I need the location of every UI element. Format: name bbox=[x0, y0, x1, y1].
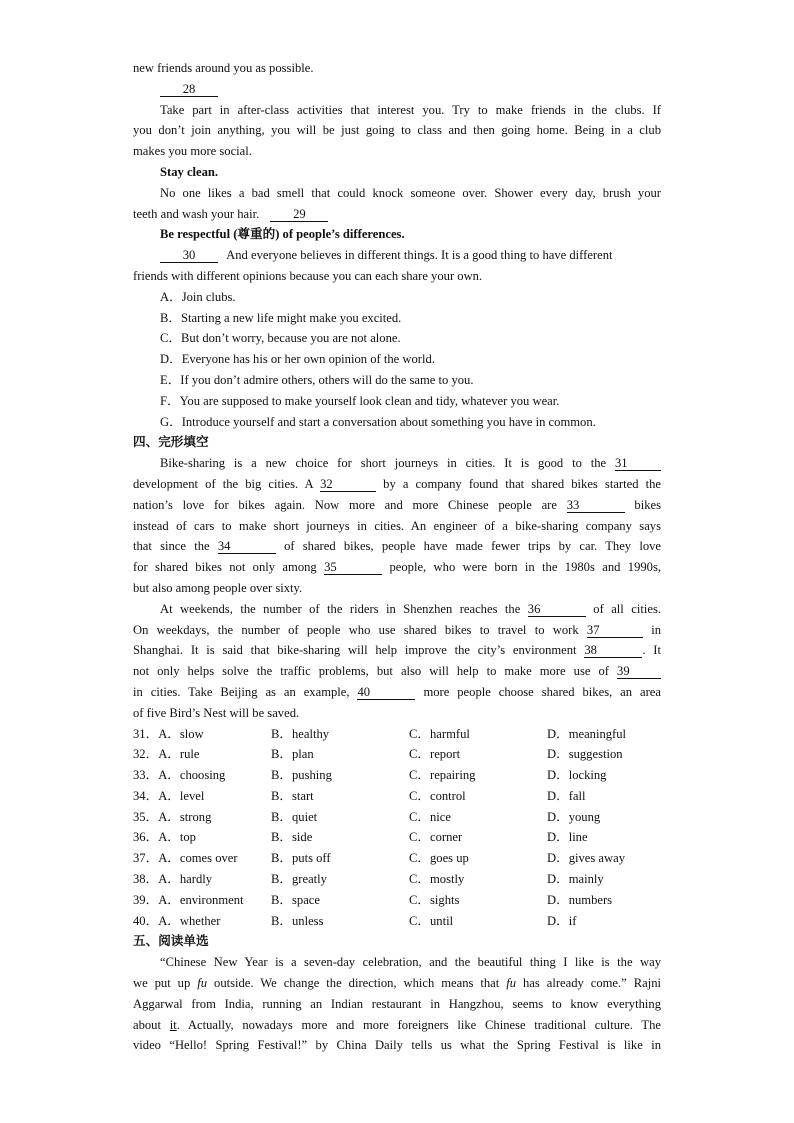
section-heading-cloze: 四、完形填空 bbox=[133, 434, 209, 450]
blank-28[interactable]: 28 bbox=[160, 83, 218, 97]
document-page bbox=[133, 58, 661, 1056]
blank-37[interactable]: 37 bbox=[587, 624, 643, 638]
choice[interactable]: 32．A．rule bbox=[133, 747, 200, 762]
choice[interactable]: C．harmful bbox=[409, 726, 470, 741]
text-span: that since the bbox=[133, 539, 210, 554]
text-span: by a company found that shared bikes started the bbox=[383, 476, 661, 491]
text-line bbox=[133, 973, 661, 994]
blank-31[interactable]: 31 bbox=[615, 457, 661, 471]
section-subheading: Be respectful (尊重的) of people’s differences. bbox=[160, 227, 405, 242]
text-line bbox=[133, 245, 661, 266]
choice[interactable]: 34．A．level bbox=[133, 788, 205, 803]
option-c: C．But don’t worry, because you are not alone. bbox=[160, 331, 401, 346]
text-line bbox=[133, 204, 661, 225]
choice[interactable]: 33．A．choosing bbox=[133, 768, 226, 783]
question-row bbox=[133, 744, 661, 765]
question-row bbox=[133, 765, 661, 786]
choice[interactable]: D．line bbox=[547, 830, 588, 845]
text-line: makes you more social. bbox=[133, 144, 252, 159]
text-line bbox=[133, 599, 661, 620]
blank-34[interactable]: 34 bbox=[218, 540, 276, 554]
option-e: E．If you don’t admire others, others will do the same to you. bbox=[160, 372, 474, 387]
question-row bbox=[133, 869, 661, 890]
text-line: friends with different opinions because you can each share your own. bbox=[133, 268, 483, 283]
text-span: On weekdays, the number of people who use shared bikes to travel to work bbox=[133, 622, 579, 637]
choice[interactable]: B．quiet bbox=[271, 809, 318, 824]
choice[interactable]: D．mainly bbox=[547, 872, 604, 887]
choice[interactable]: C．mostly bbox=[409, 872, 465, 887]
blank-32[interactable]: 32 bbox=[320, 478, 376, 492]
choice[interactable]: B．pushing bbox=[271, 768, 332, 783]
question-row bbox=[133, 827, 661, 848]
text-span: of shared bikes, people have made fewer trips by car. They love bbox=[284, 539, 661, 554]
text-span: nation’s love for bikes again. Now more and more Chinese people are bbox=[133, 497, 557, 512]
blank-38[interactable]: 38 bbox=[584, 644, 642, 658]
text-line bbox=[133, 682, 661, 703]
text-line: Aggarwal from India, running an Indian restaurant in Hangzhou, seems to know everything bbox=[133, 996, 661, 1011]
text-span: we put up bbox=[133, 976, 191, 991]
text-line: instead of cars to make short journeys in cities. An engineer of a bike-sharing company says bbox=[133, 518, 661, 533]
text-span: of all cities. bbox=[593, 601, 661, 616]
choice[interactable]: C．goes up bbox=[409, 851, 469, 866]
text-line: but also among people over sixty. bbox=[133, 580, 303, 595]
choice[interactable]: 31．A．slow bbox=[133, 726, 204, 741]
choice[interactable]: D．fall bbox=[547, 788, 586, 803]
choice[interactable]: C．control bbox=[409, 788, 466, 803]
text-span: for shared bikes not only among bbox=[133, 560, 317, 575]
option-d: D．Everyone has his or her own opinion of the world. bbox=[160, 352, 435, 367]
question-row bbox=[133, 724, 661, 745]
choice[interactable]: D．young bbox=[547, 809, 601, 824]
text-span: bikes bbox=[634, 497, 661, 512]
text-span: Shanghai. It is said that bike-sharing will help improve the city’s environment bbox=[133, 643, 577, 658]
choice[interactable]: 40．A．whether bbox=[133, 913, 221, 928]
choice[interactable]: C．until bbox=[409, 913, 454, 928]
choice[interactable]: 37．A．comes over bbox=[133, 851, 238, 866]
text-span: more people choose shared bikes, an area bbox=[423, 684, 661, 699]
choice[interactable]: 35．A．strong bbox=[133, 809, 212, 824]
choice[interactable]: B．side bbox=[271, 830, 313, 845]
text-line bbox=[133, 474, 661, 495]
blank-35[interactable]: 35 bbox=[324, 561, 382, 575]
choice[interactable]: B．healthy bbox=[271, 726, 330, 741]
underlined-word: it bbox=[169, 1017, 177, 1032]
text-line: new friends around you as possible. bbox=[133, 61, 314, 75]
text-span: And everyone believes in different things. It is a good thing to have different bbox=[226, 248, 613, 263]
text-span: . It bbox=[642, 643, 661, 658]
section-heading-reading: 五、阅读单选 bbox=[133, 933, 209, 949]
question-row bbox=[133, 786, 661, 807]
italic-word: fu bbox=[197, 976, 208, 991]
choice[interactable]: C．sights bbox=[409, 892, 460, 907]
text-line bbox=[133, 640, 661, 661]
choice[interactable]: B．unless bbox=[271, 913, 324, 928]
text-line bbox=[133, 557, 661, 578]
choice[interactable]: 36．A．top bbox=[133, 830, 196, 845]
choice[interactable]: B．puts off bbox=[271, 851, 331, 866]
option-f: F．You are supposed to make yourself look clean and tidy, whatever you wear. bbox=[160, 393, 560, 408]
choice[interactable]: D．suggestion bbox=[547, 747, 623, 762]
text-line bbox=[133, 453, 661, 474]
text-span: about bbox=[133, 1017, 161, 1032]
blank-39[interactable]: 39 bbox=[617, 665, 661, 679]
italic-word: fu bbox=[506, 976, 517, 991]
blank-36[interactable]: 36 bbox=[528, 603, 586, 617]
question-row bbox=[133, 807, 661, 828]
option-b: B．Starting a new life might make you excited. bbox=[160, 310, 402, 325]
choice[interactable]: D．gives away bbox=[547, 851, 625, 866]
choice[interactable]: B．start bbox=[271, 788, 314, 803]
text-span: in cities. Take Beijing as an example, bbox=[133, 684, 350, 699]
blank-30[interactable]: 30 bbox=[160, 249, 218, 263]
text-line: you don’t join anything, you will be just going to class and then going home. Being in a club bbox=[133, 123, 661, 138]
text-span: in bbox=[651, 622, 661, 637]
blank-28-line bbox=[133, 79, 661, 100]
text-line bbox=[133, 1015, 661, 1036]
choice[interactable]: C．report bbox=[409, 747, 461, 762]
text-span: development of the big cities. A bbox=[133, 476, 313, 491]
choice[interactable]: D．numbers bbox=[547, 892, 613, 907]
text-line bbox=[133, 536, 661, 557]
text-line bbox=[133, 620, 661, 641]
text-line: Take part in after-class activities that interest you. Try to make friends in the clubs. If bbox=[160, 102, 661, 117]
choice[interactable]: B．greatly bbox=[271, 872, 327, 887]
text-span: . Actually, nowadays more and more foreigners like Chinese traditional culture. The bbox=[176, 1017, 661, 1032]
blank-33[interactable]: 33 bbox=[567, 499, 625, 513]
text-span: people, who were born in the 1980s and 1990s, bbox=[389, 560, 661, 575]
choice[interactable]: 38．A．hardly bbox=[133, 872, 213, 887]
section-subheading: Stay clean. bbox=[160, 164, 219, 179]
blank-29[interactable]: 29 bbox=[270, 208, 328, 222]
text-span: outside. We change the direction, which means that bbox=[214, 976, 500, 991]
choice[interactable]: D．locking bbox=[547, 768, 607, 783]
text-span: Bike-sharing is a new choice for short journeys in cities. It is good to the bbox=[160, 456, 607, 471]
question-row bbox=[133, 890, 661, 911]
choice[interactable]: C．repairing bbox=[409, 768, 476, 783]
text-line: of five Bird’s Nest will be saved. bbox=[133, 705, 300, 720]
text-span: has already come.” Rajni bbox=[523, 976, 661, 991]
option-a: A．Join clubs. bbox=[160, 289, 236, 304]
option-g: G．Introduce yourself and start a conversation about something you have in common. bbox=[160, 414, 596, 429]
choice[interactable]: B．plan bbox=[271, 747, 314, 762]
blank-40[interactable]: 40 bbox=[357, 686, 415, 700]
question-row bbox=[133, 848, 661, 869]
choice[interactable]: D．if bbox=[547, 913, 577, 928]
choice[interactable]: C．corner bbox=[409, 830, 463, 845]
question-row bbox=[133, 911, 661, 932]
text-line: “Chinese New Year is a seven-day celebration, and the beautiful thing I like is the way bbox=[160, 955, 661, 970]
text-line: video “Hello! Spring Festival!” by China Daily tells us what the Spring Festival is like in bbox=[133, 1038, 661, 1053]
choice[interactable]: C．nice bbox=[409, 809, 451, 824]
choice[interactable]: 39．A．environment bbox=[133, 892, 244, 907]
choice[interactable]: B．space bbox=[271, 892, 320, 907]
text-line: No one likes a bad smell that could knock someone over. Shower every day, brush your bbox=[160, 185, 661, 200]
choice[interactable]: D．meaningful bbox=[547, 726, 627, 741]
text-line bbox=[133, 661, 661, 682]
text-span: At weekends, the number of the riders in Shenzhen reaches the bbox=[160, 601, 521, 616]
text-span: teeth and wash your hair. bbox=[133, 206, 260, 221]
text-span: not only helps solve the traffic problems, but also will help to make more use of bbox=[133, 664, 609, 679]
text-line bbox=[133, 495, 661, 516]
